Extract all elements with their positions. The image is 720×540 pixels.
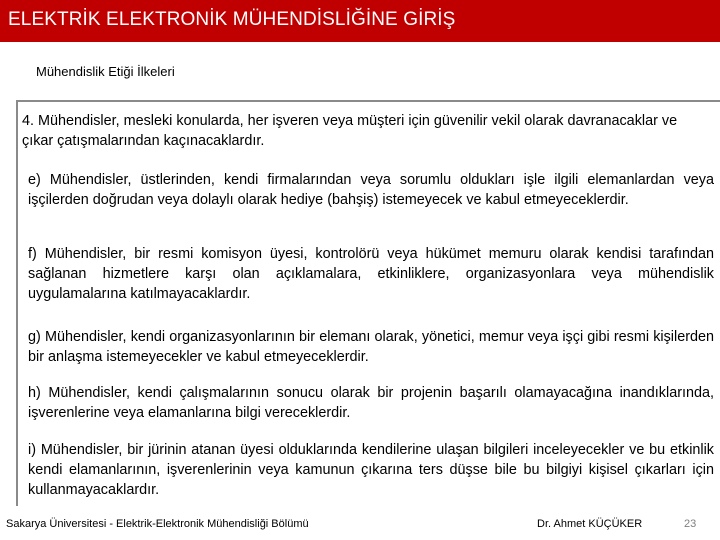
slide-subtitle: Mühendislik Etiği İlkeleri <box>36 64 175 79</box>
title-bar <box>0 0 720 42</box>
principle-item-e: e) Mühendisler, üstlerinden, kendi firmalarından veya sorumlu oldukları işle ilgili elemanlardan veya işçilerden doğrudan veya dolaylı olarak hediye (bahşiş) istemeyecek ve kabul etmeyeceklerdir. <box>28 172 714 208</box>
principle-item-f: f) Mühendisler, bir resmi komisyon üyesi, kontrolörü veya hükümet memuru olarak kendisi tarafından sağlanan hizmetlere karşı olan açıklamalara, etkinliklere, organizasyonlara veya mühendislik uygulamalarına katılmayacaklardır. <box>28 246 714 302</box>
principle-item-h: h) Mühendisler, kendi çalışmalarının sonucu olarak bir projenin başarılı olamayacağına inandıklarında, işverenlerine veya elamanlarına bilgi vereceklerdir. <box>28 385 714 421</box>
footer-institution: Sakarya Üniversitesi - Elektrik-Elektronik Mühendisliği Bölümü <box>6 518 309 530</box>
footer-author: Dr. Ahmet KÜÇÜKER <box>537 518 643 530</box>
slide-title: ELEKTRİK ELEKTRONİK MÜHENDİSLİĞİNE GİRİŞ <box>8 9 456 30</box>
principle-item-g: g) Mühendisler, kendi organizasyonlarının bir elemanı olarak, yönetici, memur veya işçi gibi resmi kişilerden bir anlaşma istemeyecekler ve kabul etmeyeceklerdir. <box>28 329 714 365</box>
principle-item-i: i) Mühendisler, bir jürinin atanan üyesi olduklarında kendilerine ulaşan bilgileri inceleyecekler ve bu etkinlik kendi elamanlarının, işverenlerinin veya kamunun çıkarına ters düşse bile bu bilgiyi kişisel çıkarları için kullanmayacaklardır. <box>28 442 714 498</box>
page-number: 23 <box>684 518 697 530</box>
principle-statement: 4. Mühendisler, mesleki konularda, her işveren veya müşteri için güvenilir vekil olarak davranacaklar ve çıkar çatışmalarından kaçınacaklardır. <box>22 113 678 149</box>
